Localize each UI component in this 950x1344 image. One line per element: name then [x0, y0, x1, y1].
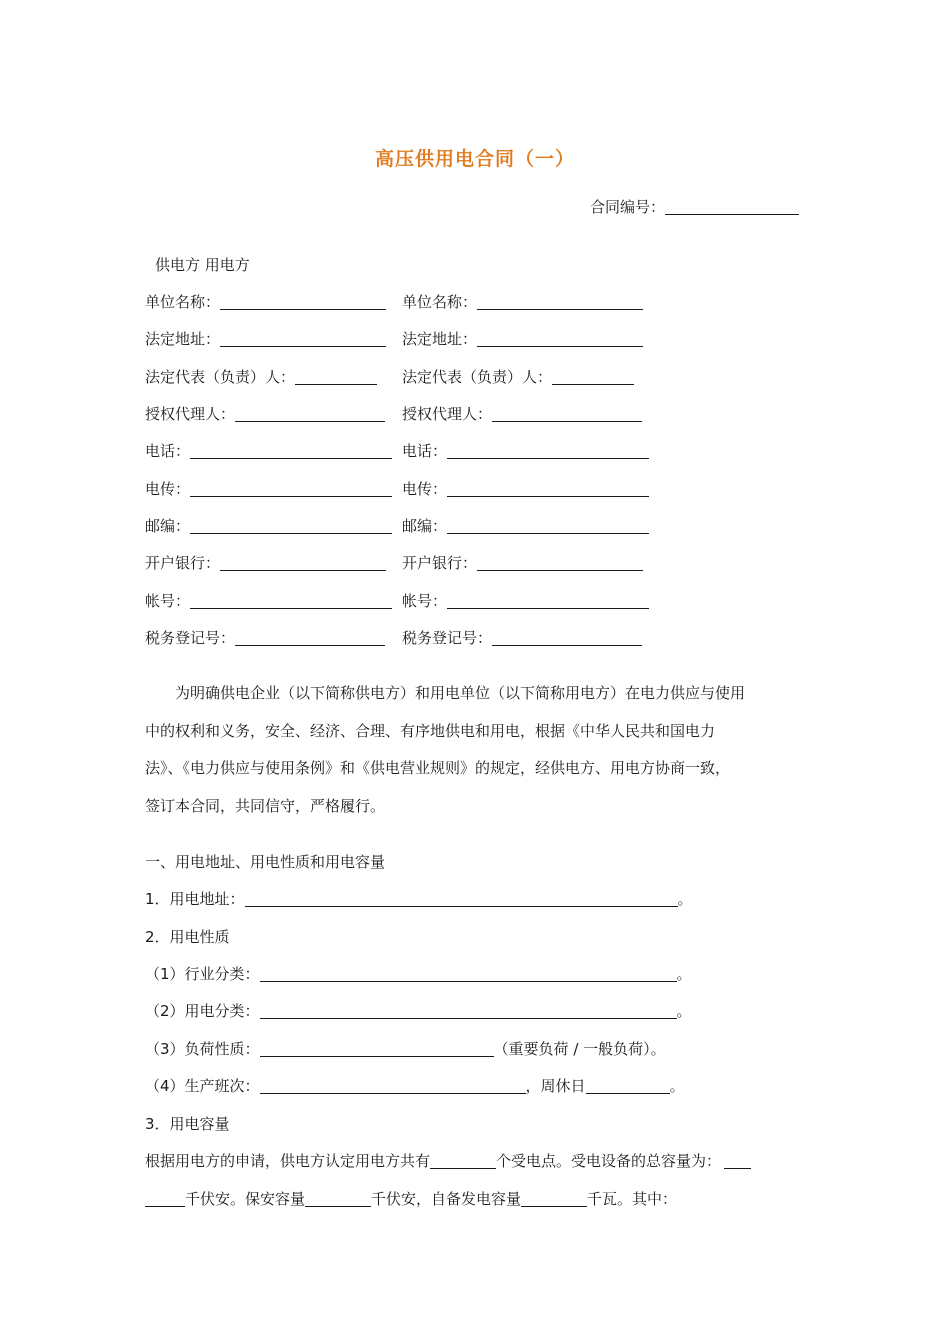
item-address-label: 1．用电地址： [145, 890, 245, 908]
consumer-agent: 授权代理人： [402, 403, 642, 424]
consumer-postcode-field[interactable] [447, 517, 649, 534]
parties-header: 供电方 用电方 [155, 256, 250, 274]
consumer-fax-field[interactable] [447, 480, 649, 497]
total-capacity-field-start[interactable] [724, 1152, 751, 1169]
supplier-account: 帐号： [145, 590, 392, 611]
intro-line: 为明确供电企业（以下简称供电方）和用电单位（以下简称用电方）在电力供应与使用 [145, 684, 746, 702]
rest-day-field[interactable] [586, 1077, 670, 1094]
supplier-unit-name-field[interactable] [220, 293, 386, 310]
load-nature-label: （3）负荷性质： [145, 1040, 260, 1058]
item-capacity-heading: 3．用电容量 [145, 1115, 230, 1133]
consumer-unit-name-field[interactable] [477, 293, 643, 310]
item-load-nature [145, 1038, 666, 1059]
consumer-bank-field[interactable] [477, 554, 643, 571]
item-nature-heading: 2．用电性质 [145, 928, 230, 946]
shifts-field[interactable] [260, 1077, 526, 1094]
consumer-unit-name: 单位名称： [402, 291, 643, 312]
item-industry: （1）行业分类： 。 [145, 965, 692, 983]
shifts-label: （4）生产班次： [145, 1077, 260, 1095]
supplier-fax-field[interactable] [190, 480, 392, 497]
load-nature-field[interactable] [260, 1040, 494, 1057]
security-capacity-field[interactable] [305, 1190, 371, 1207]
supplier-bank-field[interactable] [220, 554, 386, 571]
consumer-address: 法定地址： [402, 328, 643, 349]
capacity-line-1: 根据用电方的申请，供电方认定用电方共有 个受电点。受电设备的总容量为： [145, 1150, 751, 1171]
supplier-tax-id-field[interactable] [235, 629, 385, 646]
supplier-agent: 授权代理人： [145, 403, 385, 424]
item-address: 1．用电地址： 。 [145, 890, 693, 908]
total-capacity-field-end[interactable] [145, 1190, 185, 1207]
consumer-address-field[interactable] [477, 330, 643, 347]
supplier-postcode: 邮编： [145, 515, 392, 536]
industry-field[interactable] [260, 965, 677, 982]
self-generation-field[interactable] [521, 1190, 587, 1207]
capacity-line-2: 千伏安。保安容量 千伏安，自备发电容量 千瓦。其中： [145, 1188, 677, 1209]
consumer-agent-field[interactable] [492, 405, 642, 422]
address-field[interactable] [245, 890, 678, 907]
page-title: 高压供用电合同（一） [374, 148, 575, 170]
contract-number-field[interactable] [665, 198, 799, 215]
section-heading: 一、用电地址、用电性质和用电容量 [145, 853, 386, 871]
consumer-phone-field[interactable] [447, 442, 649, 459]
supplier-address-field[interactable] [220, 330, 386, 347]
consumer-fax: 电传： [402, 478, 649, 499]
supplier-fax: 电传： [145, 478, 392, 499]
supplier-account-field[interactable] [190, 592, 392, 609]
usage-class-field[interactable] [260, 1002, 677, 1019]
supplier-tax-id: 税务登记号： [145, 627, 385, 648]
consumer-legal-rep-field[interactable] [552, 368, 634, 385]
consumer-account-field[interactable] [447, 592, 649, 609]
consumer-account: 帐号： [402, 590, 649, 611]
industry-label: （1）行业分类： [145, 965, 260, 983]
supplier-legal-rep: 法定代表（负责）人： [145, 366, 377, 387]
supplier-legal-rep-field[interactable] [295, 368, 377, 385]
consumer-legal-rep: 法定代表（负责）人： [402, 366, 634, 387]
intro-paragraph [145, 675, 810, 825]
consumer-postcode: 邮编： [402, 515, 649, 536]
usage-class-label: （2）用电分类： [145, 1002, 260, 1020]
intro-line: 签订本合同，共同信守，严格履行。 [145, 796, 386, 815]
supplier-unit-name: 单位名称： [145, 291, 386, 312]
contract-number [590, 196, 799, 217]
supplier-bank: 开户银行： [145, 552, 386, 573]
contract-number-label: 合同编号： [590, 198, 666, 216]
receiving-points-field[interactable] [430, 1152, 496, 1169]
intro-line: 中的权利和义务，安全、经济、合理、有序地供电和用电，根据《中华人民共和国电力 [145, 721, 716, 740]
consumer-bank: 开户银行： [402, 552, 643, 573]
consumer-tax-id-field[interactable] [492, 629, 642, 646]
load-nature-options: （重要负荷 / 一般负荷）。 [493, 1040, 666, 1058]
item-shifts: （4）生产班次： ，周休日 。 [145, 1077, 685, 1095]
supplier-phone: 电话： [145, 440, 392, 461]
consumer-phone: 电话： [402, 440, 649, 461]
supplier-agent-field[interactable] [235, 405, 385, 422]
item-usage-class: （2）用电分类： 。 [145, 1002, 692, 1020]
supplier-phone-field[interactable] [190, 442, 392, 459]
consumer-tax-id: 税务登记号： [402, 627, 642, 648]
intro-line: 法》、《电力供应与使用条例》和《供电营业规则》的规定，经供电方、用电方协商一致， [145, 759, 731, 777]
supplier-address: 法定地址： [145, 328, 386, 349]
supplier-postcode-field[interactable] [190, 517, 392, 534]
